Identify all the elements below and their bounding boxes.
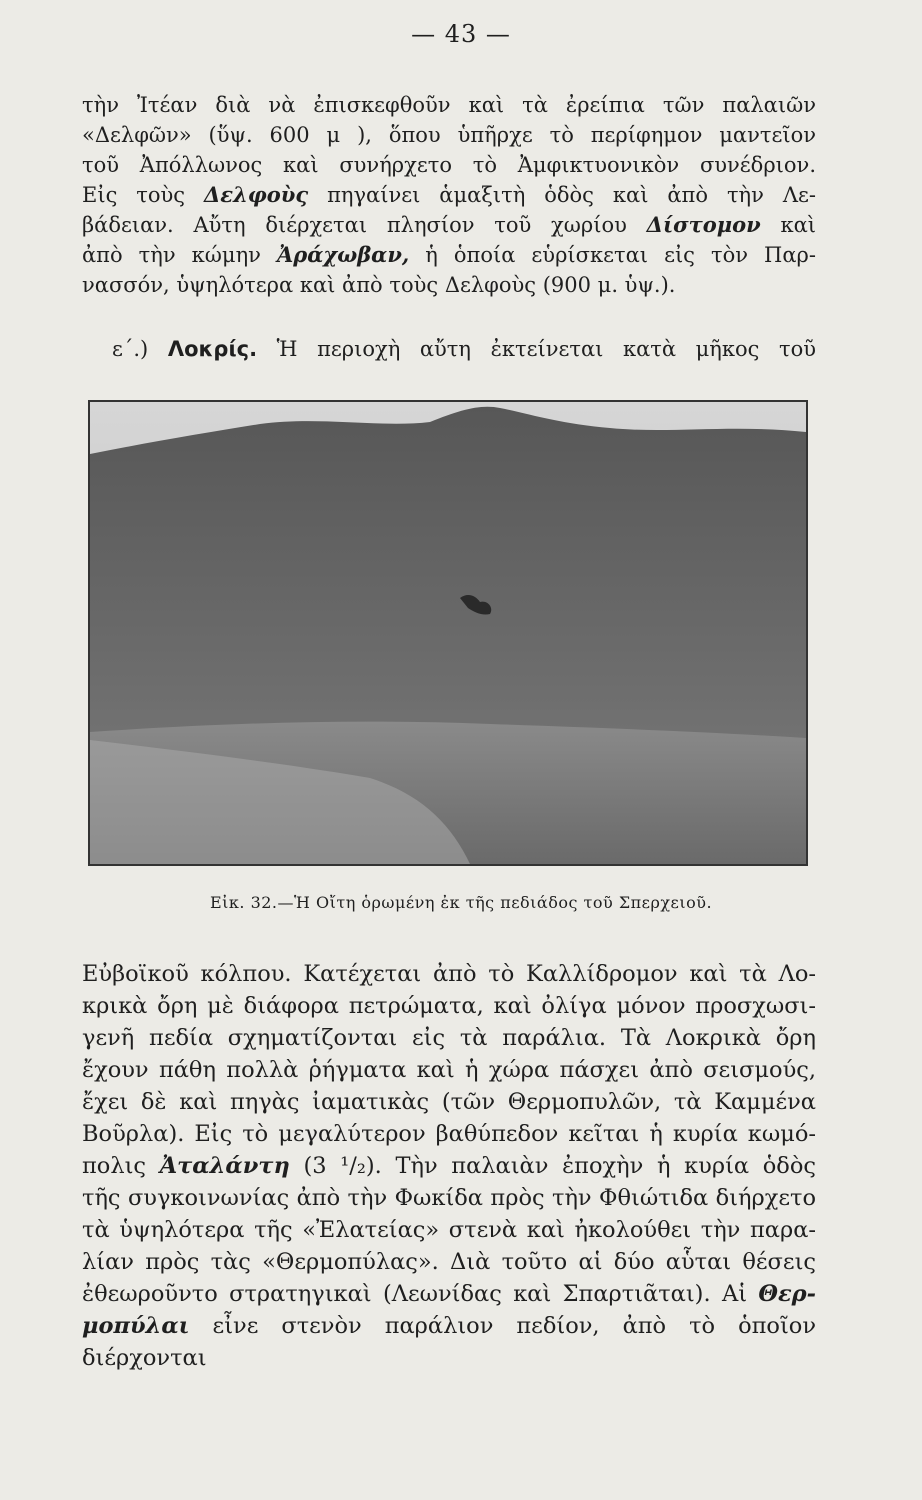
section-heading: [112, 334, 816, 364]
text-line: γενῆ πεδία σχηματίζονται εἰς τὰ παράλια. Τὰ Λοκρικὰ ὄρη: [82, 1025, 816, 1051]
section-number: ε΄.): [112, 337, 149, 361]
place-name: Δελφοὺς: [204, 182, 309, 207]
text-line: τὰ ὑψηλότερα τῆς «Ἐλατείας» στενὰ καὶ ἠκολούθει τὴν παρα-: [82, 1217, 816, 1243]
mountain-photo: [90, 402, 806, 864]
text-line: «Δελφῶν» (ὕψ. 600 μ ), ὅπου ὑπῆρχε τὸ περίφημον μαντεῖον: [82, 123, 816, 147]
text-line: τοῦ Ἀπόλλωνος καὶ συνήρχετο τὸ Ἀμφικτυονικὸν συνέδριον.: [82, 153, 816, 177]
place-name: Θερ-: [758, 1281, 816, 1307]
text-line: Εἰς τοὺς Δελφοὺς πηγαίνει ἁμαξιτὴ ὁδὸς καὶ ἀπὸ τὴν Λε-: [82, 182, 816, 207]
text-line: μοπύλαι εἶνε στενὸν παράλιον πεδίον, ἀπὸ τὸ ὁποῖον διέρχονται: [82, 1313, 816, 1371]
top-paragraph: [82, 90, 816, 180]
text-line: βάδειαν. Αὔτη διέρχεται πλησίον τοῦ χωρίου Δίστομον καὶ: [82, 212, 816, 237]
text-line: κρικὰ ὄρη μὲ διάφορα πετρώματα, καὶ ὀλίγα μόνον προσχωσι-: [82, 993, 816, 1019]
place-name: μοπύλαι: [82, 1313, 190, 1339]
place-name: Ἀράχωβαν,: [276, 242, 410, 267]
text-line: ἀπὸ τὴν κώμην Ἀράχωβαν, ἡ ὁποία εὑρίσκεται εἰς τὸν Παρ-: [82, 242, 816, 267]
text-line: Εὐβοϊκοῦ κόλπου. Κατέχεται ἀπὸ τὸ Καλλίδρομον καὶ τὰ Λο-: [82, 961, 816, 987]
text-line: ἔχει δὲ καὶ πηγὰς ἰαματικὰς (τῶν Θερμοπυλῶν, τὰ Καμμένα: [82, 1089, 816, 1115]
delphi-paragraph: [82, 180, 816, 300]
text-line: τὴν Ἰτέαν διὰ νὰ ἐπισκεφθοῦν καὶ τὰ ἐρείπια τῶν παλαιῶν: [82, 93, 816, 117]
text-line: πολις Ἀταλάντη (3 ¹/₂). Τὴν παλαιὰν ἐποχὴν ἡ κυρία ὁδὸς: [82, 1153, 816, 1179]
text-line: τῆς συγκοινωνίας ἀπὸ τὴν Φωκίδα πρὸς τὴν Φθιώτιδα διήρχετο: [82, 1185, 816, 1211]
place-name: Δίστομον: [646, 212, 761, 237]
text-line: ἔχουν πάθη πολλὰ ῥήγματα καὶ ἡ χώρα πάσχει ἀπὸ σεισμούς,: [82, 1057, 816, 1083]
figure-photo: [88, 400, 808, 866]
text-line: λίαν πρὸς τὰς «Θερμοπύλας». Διὰ τοῦτο αἱ δύο αὗται θέσεις: [82, 1249, 816, 1275]
text-line: ε΄.) Λοκρίς. Ἡ περιοχὴ αὔτη ἐκτείνεται κατὰ μῆκος τοῦ: [112, 337, 816, 361]
text-line: νασσόν, ὑψηλότερα καὶ ἀπὸ τοὺς Δελφοὺς (900 μ. ὑψ.).: [82, 273, 676, 297]
place-name: Ἀταλάντη: [159, 1153, 290, 1179]
figure-caption: Εἰκ. 32.—Ἡ Οἴτη ὁρωμένη ἐκ τῆς πεδιάδος τοῦ Σπερχειοῦ.: [209, 893, 713, 912]
page-number: — 43 —: [411, 20, 511, 48]
section-title: Λοκρίς.: [167, 337, 258, 361]
bottom-paragraph: [82, 958, 816, 1371]
text-line: ἐθεωροῦντο στρατηγικαὶ (Λεωνίδας καὶ Σπαρτιᾶται). Αἱ Θερ-: [82, 1281, 816, 1307]
text-line: Βοῦρλα). Εἰς τὸ μεγαλύτερον βαθύπεδον κεῖται ἡ κυρία κωμό-: [82, 1121, 816, 1147]
